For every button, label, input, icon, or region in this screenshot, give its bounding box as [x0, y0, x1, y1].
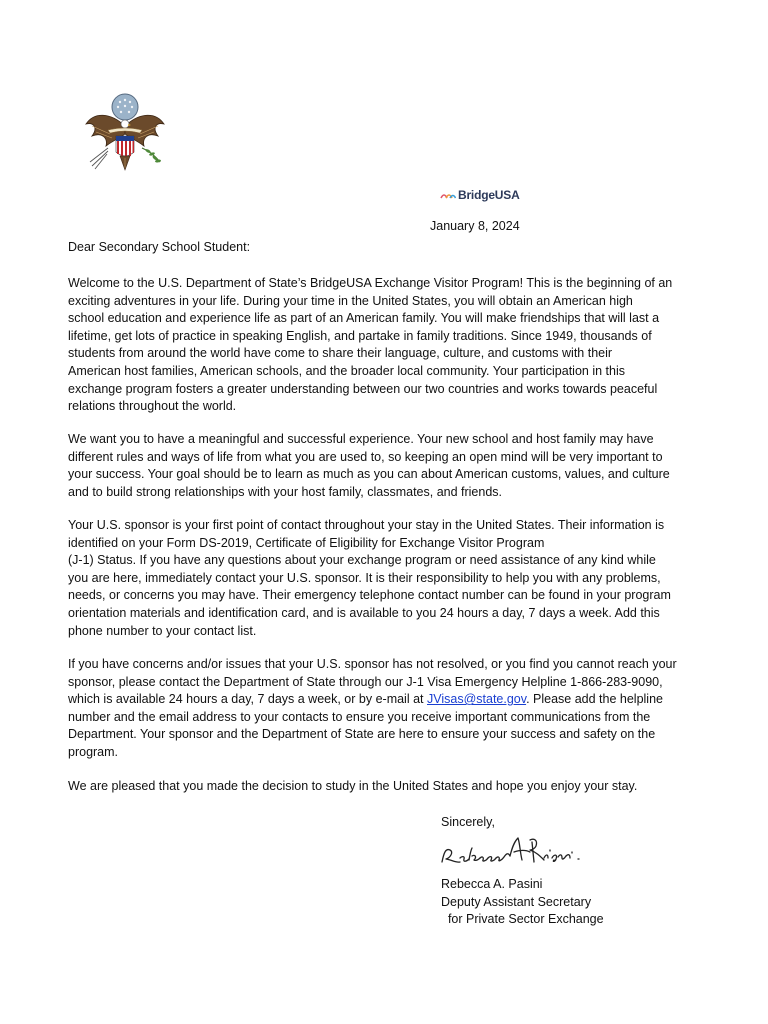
- text-line: different rules and ways of life from what you are used to, so keeping an open mind will be very important to: [68, 449, 663, 464]
- text-line: If you have concerns and/or issues that your U.S. sponsor has not resolved, or you find you cannot reach your: [68, 657, 677, 671]
- bridge-icon: [440, 189, 456, 201]
- bridgeusa-logo: [440, 183, 520, 207]
- signer-title: Deputy Assistant Secretary: [441, 894, 592, 909]
- text-line: (J-1) Status. If you have any questions about your exchange program or need assistance of any kind while: [68, 553, 656, 568]
- logo-wordmark: BridgeUSA: [458, 188, 520, 202]
- paragraph-welcome: [68, 275, 690, 416]
- text-line: Your U.S. sponsor is your first point of contact throughout your stay in the United States. Their information is: [68, 518, 665, 532]
- signer-name: Rebecca A. Pasini: [441, 877, 543, 891]
- salutation: Dear Secondary School Student:: [68, 240, 251, 254]
- text-line: needs, or concerns you may have. Their emergency telephone contact number can be found in your program: [68, 588, 671, 603]
- handwritten-signature: [438, 832, 613, 870]
- text-line: Department. Your sponsor and the Department of State are here to ensure your success and safety on the: [68, 727, 656, 742]
- text-line: We want you to have a meaningful and successful experience. Your new school and host family may have: [68, 432, 654, 446]
- text-line: Welcome to the U.S. Department of State’s BridgeUSA Exchange Visitor Program! This is the beginning of an: [68, 276, 673, 290]
- paragraph-experience: [68, 431, 690, 501]
- text-line: [68, 691, 690, 709]
- text-line: school education and experience life as part of an American family. You will make friendships that will last a: [68, 311, 660, 326]
- text-line: relations throughout the world.: [68, 399, 237, 414]
- text-line: sponsor, please contact the Department of State through our J-1 Visa Emergency Helpline 1-866-283-9090,: [68, 674, 663, 689]
- text-line: phone number to your contact list.: [68, 623, 257, 638]
- signer-block: [441, 876, 604, 929]
- paragraph-sponsor: [68, 517, 690, 640]
- text-line: exciting adventures in your life. During your time in the United States, you will obtain an American high: [68, 293, 633, 308]
- paragraph-closing-remark: [68, 778, 690, 796]
- great-seal-icon: [80, 90, 170, 182]
- text-line: you are here, immediately contact your U.S. sponsor. It is their responsibility to help you with any problems,: [68, 570, 661, 585]
- text-line: lifetime, get lots of practice in speaking English, and partake in family traditions. Since 1949, thousands of: [68, 328, 652, 343]
- text-segment: . Please add the helpline: [526, 692, 663, 707]
- email-link[interactable]: JVisas@state.gov: [426, 692, 527, 707]
- text-segment: which is available 24 hours a day, 7 days a week, or by e-mail at: [68, 692, 427, 707]
- text-line: number and the email address to your contacts to ensure you receive important communications from the: [68, 709, 651, 724]
- text-line: exchange program fosters a greater understanding between our two countries and works towards peaceful: [68, 381, 658, 396]
- text-line: program.: [68, 744, 119, 759]
- text-line: orientation materials and identification card, and is available to you 24 hours a day, 7 days a week. Add this: [68, 605, 660, 620]
- text-line: We are pleased that you made the decision to study in the United States and hope you enjoy your stay.: [68, 779, 638, 793]
- closing: Sincerely,: [441, 815, 495, 829]
- text-line: your success. Your goal should be to learn as much as you can about American customs, values, and culture: [68, 467, 670, 482]
- letter-date: January 8, 2024: [430, 219, 520, 233]
- text-line: and to build strong relationships with your host family, classmates, and friends.: [68, 484, 503, 499]
- text-line: American host families, American schools, and the broader local community. Your participation in this: [68, 363, 625, 378]
- paragraph-helpline: [68, 656, 690, 762]
- text-line: students from around the world have come to share their language, culture, and customs with their: [68, 346, 613, 361]
- text-line: identified on your Form DS-2019, Certificate of Eligibility for Exchange Visitor Program: [68, 535, 545, 550]
- signer-title: for Private Sector Exchange: [441, 912, 604, 927]
